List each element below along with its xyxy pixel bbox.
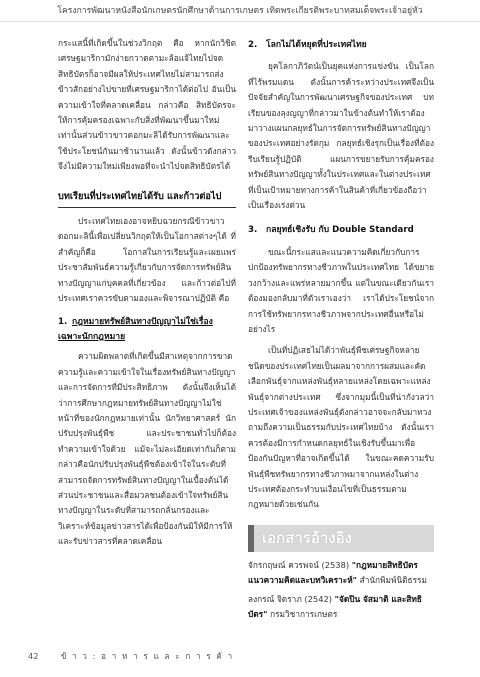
page-footer bbox=[28, 649, 448, 663]
subheading-2 bbox=[248, 38, 434, 53]
subheading-3-title: กลยุทธ์เชิงรับ กับ Double Standard bbox=[266, 225, 414, 236]
subheading-1-paragraph: ความผิดพลาดที่เกิดขึ้นมีสาเหตุจากการขาดความรู้และความเข้าใจในเรื่องทรัพย์สินทางปัญญาและการจัดการที่มีประสิทธิภาพ ดังนั้นจึงเห็นได้ว่าการศึกษากฎหมายทรัพย์สินทางปัญญาไม่ใช่หน้าที่ของนักกฎหมายเท่านั้น นักวิทยาศาสตร์ นักปรับปรุงพันธุ์พืช และประชาชนทั่วไปก็ต้องทำความเข้าใจด้วย แม้จะไม่ละเอียดเท่ากันก็ตาม กล่าวคือนักปรับปรุงพันธุ์พืชต้องเข้าใจในระดับที่สามารถจัดการทรัพย์สินทางปัญญาในเบื้องต้นได้ ส่วนประชาชนและสื่อมวลชนต้องเข้าใจทรัพย์สินทางปัญญาในระดับที่สามารถกลั่นกรองและวิเคราะห์ข้อมูลข่าวสารได้เพื่อป้องกันมิให้มีการให้และรับข่าวสารที่คลาดเคลื่อน bbox=[58, 351, 236, 547]
reference-item-1 bbox=[248, 558, 434, 588]
reference-2-title: "จัดปิน จัสมาติ และสิทธิบัตร" bbox=[248, 594, 422, 620]
right-column bbox=[248, 36, 434, 626]
reference-2-publisher: กรมวิชาการเกษตร bbox=[270, 609, 338, 620]
subheading-2-paragraph: ยุคโลกาภิวัตน์เป็นยุคแห่งการแข่งขัน เป็นโลกที่ไร้พรมแดน ดังนั้นการค้าระหว่างประเทศจึงเป็นปัจจัยสำคัญในการพัฒนาเศรษฐกิจของประเทศ บทเรียนของลุงญญาที่กล่าวมาในข้างต้นทำให้เราต้องมาวางแผนกลยุทธ์ในการจัดการทรัพย์สินทางปัญญาของประเทศอย่างรัดกุม กลยุทธ์เชิงรุกเป็นเรื่องที่ต้องรีบเรียนรู้ปฏิบัติ แผนการขยายรับการคุ้มครองทรัพย์สินทางปัญญาทั้งในประเทศและในต่างประเทศที่เป็นเป้าหมายทางการค้าในสินค้าที่เกี่ยวข้องถือว่าเป็นเรื่องเร่งด่วน bbox=[248, 61, 434, 211]
subheading-3 bbox=[248, 223, 434, 238]
reference-1-author: จักรกฤษณ์ ควรพจน์ (2538) bbox=[248, 560, 350, 571]
subheading-1 bbox=[58, 315, 236, 346]
subheading-2-title: โลกไม่ได้หยุดที่ประเทศไทย bbox=[266, 40, 367, 50]
subheading-1-title: กฎหมายทรัพย์สินทางปัญญาไม่ใช่เรื่องเฉพาะนักกฎหมาย bbox=[58, 316, 213, 342]
subheading-2-number: 2. bbox=[248, 40, 258, 50]
reference-2-author: ลงกรณ์ จิตราภ (2542) bbox=[248, 594, 333, 605]
intro-paragraph: กระแสนี้ที่เกิดขึ้นในช่วงวิกฤต คือ หากนักวิชิตเศรษฐมาริกามักง่ายกวาดตามะล้อแจ้ไทยไปจดสิทธิบัตรก็อาจมีผลให้ประเทศไทยไม่สามารถส่งข้าวสักอย่างไปขายที่เศรษฐมาริกาได้ต่อไป อันเป็นความเข้าใจที่คลาดเคลื่อน กล่าวคือ สิทธิบัตรจะให้การคุ้มครองเฉพาะกับสิ่งที่พัฒนาขึ้นมาใหม่เท่านั้นส่วนข้าวขาวดอกมะลิได้รับการพัฒนาและใช้ประโยชน์กันมาช้านานแล้ว ดังนั้นข้าวดังกล่าวจึงไม่มีความใหม่เพียงพอที่จะนำไปจดสิทธิบัตรได้ bbox=[58, 38, 236, 172]
subheading-3-paragraph-2: เป็นที่ปฏิเสธไม่ได้ว่าพันธุ์พืชเศรษฐกิจหลายชนิดของประเทศไทยเป็นผลมาจากการผสมและคัดเลือกพันธุ์จากแหล่งพันธุ์หลายแหล่งโดยเฉพาะแหล่งพันธุ์จากต่างประเทศ ซึ่งจากมุมนี้เป็นที่น่ากังวลว่าประเทศเจ้าของแหล่งพันธุ์ดังกล่าวอาจจะกลับมาทวงถามถึงความเป็นธรรมกับประเทศไทยบ้าง ดังนั้นเราควรต้องมีการกำหนดกลยุทธ์ในเชิงรับขึ้นมาเพื่อป้องกันปัญหาที่อาจเกิดขึ้นได้ ในขณะคดความรับพันธุ์พืชทรัพยากรทางชีวภาพมาจากแหล่งในต่างประเทศต้องกระทำบนเงื่อนไขที่เป็นธรรมตามกฎหมายด้วยเช่นกัน bbox=[248, 345, 434, 510]
lessons-paragraph: ประเทศไทยเองอาจหยิบฉวยกรณีข้าวขาวดอกมะลินี้เพื่อเปลี่ยนวิกฤตให้เป็นโอกาสต่างๆได้ ที่สำคัญก็คือ โอกาสในการเรียนรู้และเผยแพร่ประชาสัมพันธ์ความรู้เกี่ยวกับการจัดการทรัพย์สินทางปัญญาแก่บุคคลที่เกี่ยวข้อง และก้าวต่อไปที่ประเทศเราควรขับตามองและพิจารณาปฏิบัติ คือ bbox=[58, 216, 236, 304]
reference-1-publisher: สำนักพิมพ์นิติธรรม bbox=[359, 575, 427, 586]
subheading-1-number: 1. bbox=[58, 316, 68, 327]
section-title: บทเรียนที่ประเทศไทยได้รับ และก้าวต่อไป bbox=[58, 189, 236, 208]
footer-title: ข้ า ว : อ า ห า ร แ ล ะ ก า ร ค้ า bbox=[60, 651, 234, 661]
reference-1-title: "กฎหมายสิทธิบัตร แนวความคิดและบทวิเคราะห์" bbox=[248, 560, 418, 586]
references-title: เอกสารอ้างอิง bbox=[262, 528, 352, 547]
subheading-3-number: 3. bbox=[248, 225, 258, 236]
reference-item-2 bbox=[248, 592, 434, 622]
subheading-3-paragraph: ขณะนี้กระแสและแนวความคิดเกี่ยวกับการปกป้องทรัพยากรทางชีวภาพในประเทศไทย ได้ขยายวงกว้างและแพร่หลายมากขึ้น แต่ในขณะเดียวกันเราต้องมองกลับมาที่ตัวเราเองว่า เราได้ประโยชน์จากการใช้ทรัพยากรทางชีวภาพจากประเทศอื่นหรือไม่ อย่างไร bbox=[248, 246, 434, 334]
left-column bbox=[58, 36, 236, 550]
running-header: โครงการพัฒนาหนังสือนักเกษตรนักศึกษาด้านการเกษตร เทิดพระเกียรติพระบาทสมเด็จพระเจ้าอยู่หัว bbox=[0, 0, 480, 22]
page-number: 42 bbox=[28, 651, 39, 661]
references-heading bbox=[248, 525, 434, 552]
